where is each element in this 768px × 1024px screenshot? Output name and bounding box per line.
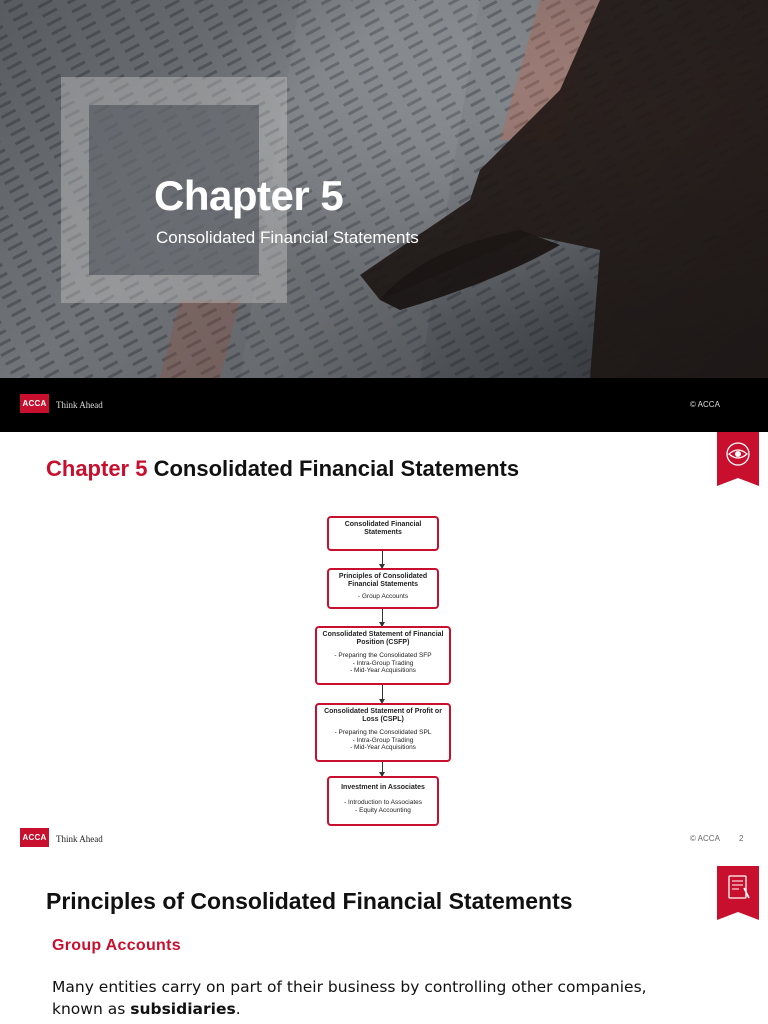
section-heading: Group Accounts bbox=[52, 937, 181, 954]
flow-arrow bbox=[382, 551, 383, 568]
slide-footer bbox=[0, 378, 768, 432]
eye-icon bbox=[717, 432, 759, 486]
acca-logo: ACCA bbox=[20, 394, 49, 413]
slide-title: Principles of Consolidated Financial Statements bbox=[46, 888, 573, 914]
tagline: Think Ahead bbox=[56, 834, 103, 844]
chapter-title: Chapter 5 bbox=[154, 172, 344, 219]
copyright: © ACCA bbox=[690, 834, 720, 843]
page-number: 2 bbox=[739, 834, 744, 843]
flow-box-associates: Investment in Associates - Introduction to Associates - Equity Accounting bbox=[327, 776, 439, 826]
slide-title bbox=[46, 456, 519, 482]
flow-box-cspl: Consolidated Statement of Profit or Loss (CSPL) - Preparing the Consolidated SPL - Intra-Group Trading - Mid-Year Acquisitions bbox=[315, 703, 451, 762]
flow-box-consolidated-fs: Consolidated Financial Statements bbox=[327, 516, 439, 551]
flow-box-principles: Principles of Consolidated Financial Statements - Group Accounts bbox=[327, 568, 439, 609]
document-icon bbox=[717, 866, 759, 920]
flow-arrow bbox=[382, 609, 383, 626]
tagline: Think Ahead bbox=[56, 400, 103, 410]
flow-arrow bbox=[382, 762, 383, 776]
title-slide bbox=[0, 0, 768, 432]
slide-title-text: Consolidated Financial Statements bbox=[147, 456, 520, 481]
chapter-subtitle: Consolidated Financial Statements bbox=[156, 228, 419, 247]
flow-arrow bbox=[382, 685, 383, 703]
bold-term: subsidiaries bbox=[130, 1000, 236, 1018]
flow-box-csfp: Consolidated Statement of Financial Position (CSFP) - Preparing the Consolidated SFP - Intra-Group Trading - Mid-Year Acquisitions bbox=[315, 626, 451, 685]
body-text: Many entities carry on part of their business by controlling other companies, known as subsidiaries. bbox=[52, 978, 647, 1018]
slide-title-chapter: Chapter 5 bbox=[46, 456, 148, 481]
copyright: © ACCA bbox=[690, 400, 720, 409]
acca-logo: ACCA bbox=[20, 828, 49, 847]
overview-slide bbox=[0, 432, 768, 864]
principles-slide bbox=[0, 864, 768, 1024]
